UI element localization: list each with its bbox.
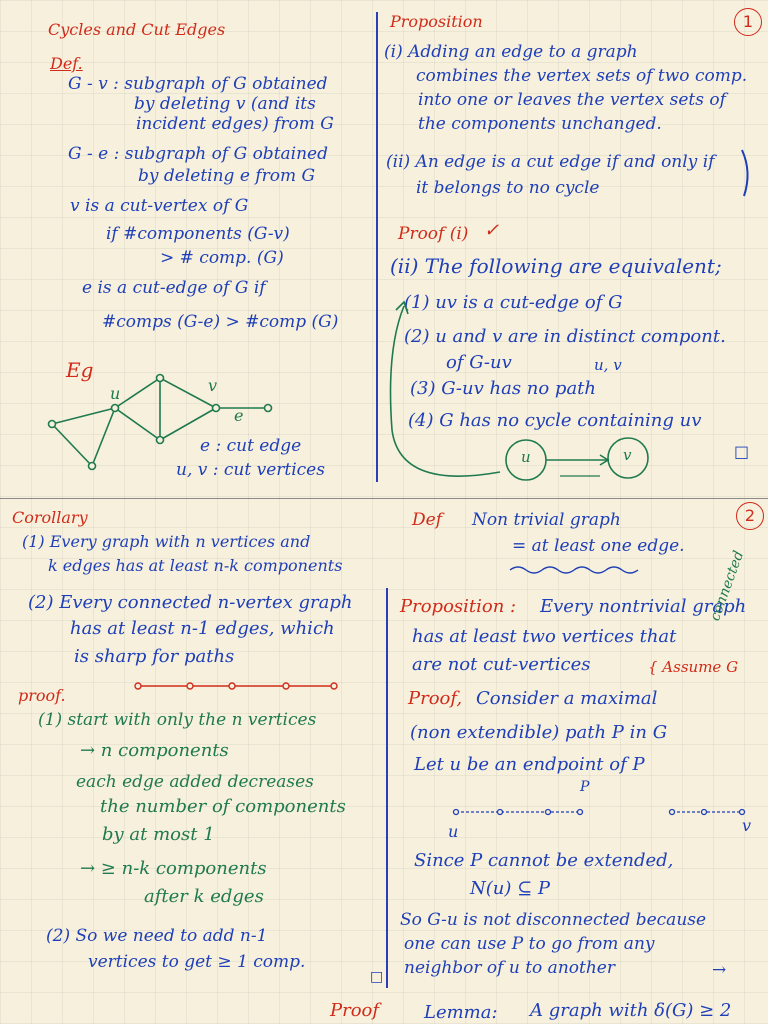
proposition-label-2: Proposition : (400, 596, 517, 617)
proof-1-line6: → ≥ n-k components (80, 858, 267, 879)
prop-ii-line2: it belongs to no cycle (416, 178, 600, 198)
prop2-line1: Every nontrivial graph (540, 596, 747, 617)
cut-vertex-line1: v is a cut-vertex of G (70, 196, 249, 216)
proof-2-line1: (2) So we need to add n-1 (46, 926, 268, 946)
path-p-label: P (580, 779, 590, 795)
prop-i-line2: combines the vertex sets of two comp. (416, 66, 748, 86)
proof2-line1: Consider a maximal (476, 688, 658, 709)
path-v-label: v (742, 816, 752, 835)
prop-i-line3: into one or leaves the vertex sets of (418, 90, 726, 110)
cut-vertex-line2: if #components (G-v) (106, 224, 290, 244)
circle-u-label: u (521, 448, 531, 466)
circle-v-label: v (623, 446, 632, 464)
page1-title: Cycles and Cut Edges (48, 20, 226, 39)
proof-1-line7: after k edges (144, 886, 264, 907)
path-u-label: u (448, 822, 459, 841)
equiv-item-3: (3) G-uv has no path (410, 378, 597, 399)
proof-i-check: ✓ (484, 220, 500, 241)
corollary-title: Corollary (12, 508, 88, 527)
cut-edge-line2: #comps (G-e) > #comp (G) (102, 312, 339, 332)
footer-lemma-label: Lemma: (424, 1002, 498, 1023)
proof-label-right: Proof, (408, 688, 463, 709)
so-line1: So G-u is not disconnected because (400, 910, 707, 930)
equiv-item-2b: of G-uv (446, 352, 512, 373)
proof2-line3: Let u be an endpoint of P (414, 754, 645, 775)
equiv-item-1: (1) uv is a cut-edge of G (404, 292, 623, 313)
proof-1-line3: each edge added decreases (76, 772, 314, 792)
proof-1-line1: (1) start with only the n vertices (38, 710, 317, 730)
corollary-1-line2: k edges has at least n-k components (48, 556, 343, 575)
nontrivial-def-line1: Non trivial graph (472, 510, 621, 530)
graph-vertex-v: v (208, 376, 218, 395)
proposition-title: Proposition (390, 12, 483, 31)
cut-edge-line1: e is a cut-edge of G if (82, 278, 266, 298)
def-label: Def. (50, 54, 83, 73)
prop-ii-line1: (ii) An edge is a cut edge if and only if (386, 152, 715, 172)
prop2-line2: has at least two vertices that (412, 626, 677, 647)
graph-vertex-u: u (110, 384, 121, 403)
caption-cut-edge: e : cut edge (200, 436, 302, 456)
footer-proof-label: Proof (330, 1000, 380, 1021)
proof-1-line5: by at most 1 (102, 824, 215, 845)
proof2-line2: (non extendible) path P in G (410, 722, 668, 743)
proof-1-line2: → n components (80, 740, 229, 761)
g-minus-v-line2: by deleting v (and its (134, 94, 316, 114)
qed-1: □ (734, 442, 750, 461)
corollary-2-line3: is sharp for paths (74, 646, 235, 667)
caption-cut-vertices: u, v : cut vertices (176, 460, 325, 480)
uv-small-label: u, v (594, 356, 622, 374)
cut-vertex-line3: > # comp. (G) (160, 248, 284, 268)
corollary-2-line2: has at least n-1 edges, which (70, 618, 335, 639)
connected-note: connected (707, 548, 748, 624)
qed-2: □ (370, 969, 384, 985)
page-number-1: 1 (734, 8, 762, 36)
proof-i-label: Proof (i) (398, 224, 469, 244)
page-number-2: 2 (736, 502, 764, 530)
g-minus-v-line1: G - v : subgraph of G obtained (68, 74, 328, 94)
since-line1: Since P cannot be extended, (414, 850, 674, 871)
since-line2: N(u) ⊆ P (470, 878, 551, 899)
corollary-1-line1: (1) Every graph with n vertices and (22, 532, 311, 551)
equiv-item-2: (2) u and v are in distinct compont. (404, 326, 726, 347)
proof-1-line4: the number of components (100, 796, 346, 817)
g-minus-e-line1: G - e : subgraph of G obtained (68, 144, 328, 164)
g-minus-e-line2: by deleting e from G (138, 166, 316, 186)
proof-ii-line: (ii) The following are equivalent; (390, 254, 722, 278)
proof-label-left: proof. (18, 686, 66, 705)
assume-note: { Assume G (648, 658, 739, 676)
so-line2: one can use P to go from any (404, 934, 655, 954)
corollary-2-line1: (2) Every connected n-vertex graph (28, 592, 353, 613)
so-arrow: → (712, 960, 727, 980)
graph-edge-e: e (234, 406, 244, 425)
footer-lemma-text: A graph with δ(G) ≥ 2 (530, 1000, 732, 1021)
eg-label: Eg (66, 358, 94, 382)
prop-i-line1: (i) Adding an edge to a graph (384, 42, 638, 62)
proof-2-line2: vertices to get ≥ 1 comp. (88, 952, 306, 972)
g-minus-v-line3: incident edges) from G (136, 114, 334, 134)
prop-i-line4: the components unchanged. (418, 114, 662, 134)
nontrivial-def-line2: = at least one edge. (512, 536, 685, 556)
def-label-2: Def (412, 510, 442, 530)
equiv-item-4: (4) G has no cycle containing uv (408, 410, 702, 431)
prop2-line3: are not cut-vertices (412, 654, 591, 675)
so-line3: neighbor of u to another (404, 958, 615, 978)
